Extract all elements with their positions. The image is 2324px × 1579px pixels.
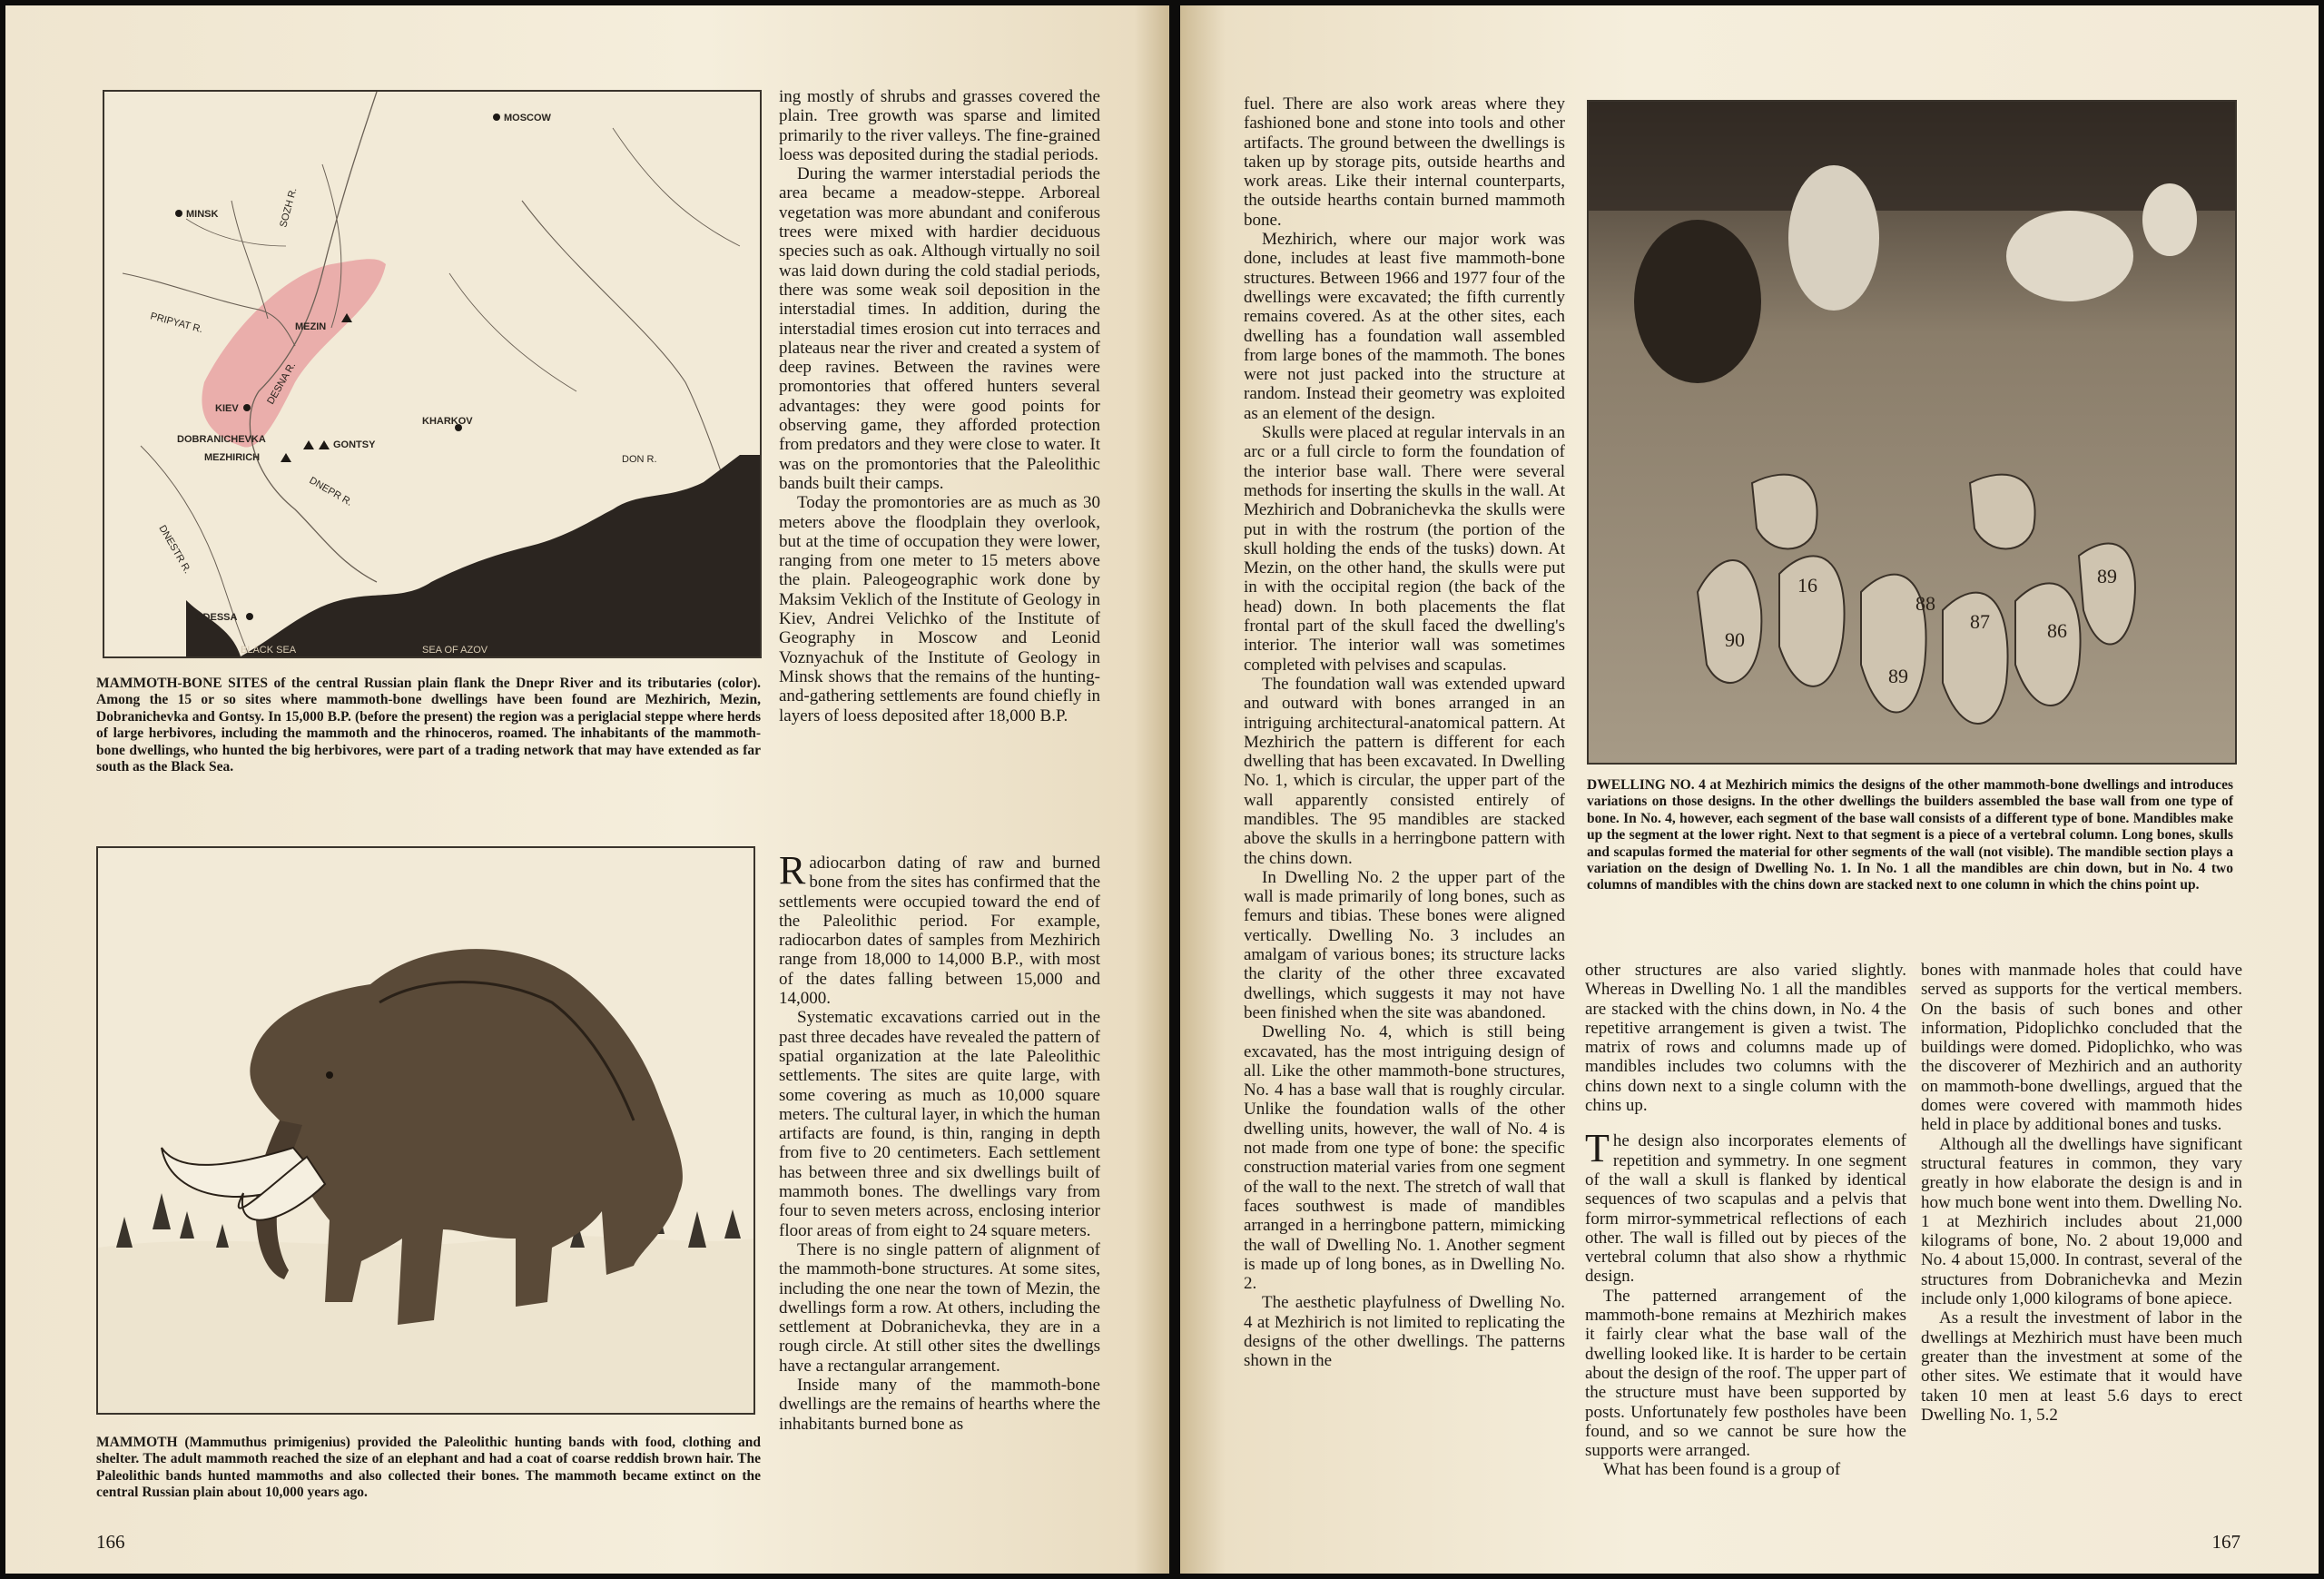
dwelling-no4-photo bbox=[1589, 102, 2235, 763]
photo-label: 88 bbox=[1915, 592, 1935, 615]
paragraph: There is no single pattern of alignment of the mammoth-bone structures. At some sites, including the one near the town of Mezin, the dwellings form a row. At others, including the settlement at Dobranichevka, they are in a rough circle. At still other sites the dwellings have a rectangular arrangement. bbox=[779, 1239, 1100, 1376]
map-label-kiev: KIEV bbox=[215, 403, 239, 414]
map-label-moscow: MOSCOW bbox=[504, 113, 551, 123]
left-text-column-lower bbox=[779, 848, 1101, 1434]
map-label-sea-of-azov: SEA OF AZOV bbox=[422, 645, 488, 656]
excavation-photo bbox=[1587, 100, 2237, 765]
map-figure bbox=[103, 90, 762, 658]
paragraph-text: he design also incorporates elements of repetition and symmetry. In one segment of the wall a skull is flanked by identical sequences of two scapulas and a pelvis that form mirror-symmetrical reflections of each other. The wall is filled out by pieces of the vertebral column that also show a rhythmic design. bbox=[1585, 1131, 1906, 1287]
map-label-mezin: MEZIN bbox=[295, 321, 327, 332]
mammoth-illustration bbox=[98, 848, 753, 1413]
paragraph: The aesthetic playfulness of Dwelling No. 4 at Mezhirich is not limited to replicating the designs of the other dwellings. The patterns shown in the bbox=[1244, 1293, 1565, 1371]
map-label-pripyat: PRIPYAT R. bbox=[149, 311, 204, 336]
map-label-sozh: SOZH R. bbox=[278, 186, 300, 229]
photo-label: 89 bbox=[2097, 565, 2117, 587]
right-text-column-c bbox=[1921, 961, 2242, 1425]
photo-caption: DWELLING NO. 4 at Mezhirich mimics the designs of the other mammoth-bone dwellings and introduces variations on those designs. In the other dwellings the builders assembled the base wall from one type of bone. In No. 4, however, each segment of the base wall consists of a different type of bone. Mandibles make up the segment at the lower right. Next to that segment is a piece of a vertebral column. Long bones, skulls and scapulas formed the material for other segments of the wall (not visible). The mandible section plays a variation on the design of Dwelling No. 1. In No. 1 all the mandibles are chin down, but in No. 4 two columns of mandibles with the chins down are stacked next to one column in which the chins point up. bbox=[1587, 777, 2233, 893]
paragraph: Although all the dwellings have significant structural features in common, they vary greatly in how elaborate the design is and in how much bone went into them. Dwelling No. 1 at Mezhirich includes about 21,000 kilograms of bone, No. 2 about 19,000 and No. 4 about 15,000. In contrast, several of the structures from Dobranichevka and Mezin include only 1,000 kilograms of bone apiece. bbox=[1921, 1134, 2242, 1309]
map-caption: MAMMOTH-BONE SITES of the central Russian plain flank the Dnepr River and its tributaries (color). Among the 15 or so sites where mammoth-bone dwellings have been found are Mezhirich, Mezin, Dobranichevka and Gontsy. In 15,000 B.P. (before the present) the region was a periglacial steppe where herds of large herbivores, including the mammoth and the rhinoceros, roamed. The inhabitants of the mammoth-bone dwellings, who hunted the big herbivores, were part of a trading network that may have extended as far south as the Black Sea. bbox=[96, 676, 761, 775]
paragraph: During the warmer interstadial periods the area became a meadow-steppe. Arboreal vegetation was more abundant and coniferous trees were mixed with hardier deciduous species such as oak. Although virtually no soil was laid down during the cold stadial periods, there was some weak soil deposition in the interstadial times. In addition, during the interstadial times erosion cut into terraces and plateaus near the river and created a system of deep ravines. Between the ravines were promontories that offered hunters several advantages: they were good points for observing game, they afforded protection from predators and they were close to water. It was on the promontories that the Paleolithic bands built their camps. bbox=[779, 164, 1101, 493]
map-label-odessa: ODESSA bbox=[195, 612, 238, 623]
map-label-dnepr: DNEPR R. bbox=[307, 475, 355, 508]
page-number-right: 167 bbox=[2211, 1531, 2240, 1553]
left-text-column-upper bbox=[779, 87, 1100, 725]
map-label-minsk: MINSK bbox=[186, 209, 219, 220]
map-label-dnestr: DNESTR R. bbox=[156, 523, 193, 576]
paragraph: As a result the investment of labor in the dwellings at Mezhirich must have been much greater than the investment at some of the other sites. We estimate that it would have taken 10 men at least 5.6 days to erect Dwelling No. 1, 5.2 bbox=[1921, 1308, 2242, 1425]
right-page bbox=[1180, 5, 2319, 1574]
paragraph: fuel. There are also work areas where they fashioned bone and stone into tools and other artifacts. The ground between the dwellings is taken up by storage pits, outside hearths and work areas. Like their internal counterparts, the outside hearths contain burned mammoth bone. bbox=[1244, 94, 1565, 230]
paragraph: ing mostly of shrubs and grasses covered the plain. Tree growth was sparse and limited primarily to the river valleys. The fine-grained loess was deposited during the stadial periods. bbox=[779, 87, 1100, 164]
mammoth-caption: MAMMOTH (Mammuthus primigenius) provided the Paleolithic hunting bands with food, clothing and shelter. The adult mammoth reached the size of an elephant and had a coat of coarse reddish brown hair. The Paleolithic bands hunted mammoths and also collected their bones. The mammoth became extinct on the central Russian plain about 10,000 years ago. bbox=[96, 1435, 761, 1501]
map-label-black-sea: BLACK SEA bbox=[241, 645, 297, 656]
photo-label: 87 bbox=[1970, 610, 1990, 633]
page-number-left: 166 bbox=[96, 1531, 125, 1553]
drop-cap: R bbox=[779, 848, 806, 893]
paragraph: In Dwelling No. 2 the upper part of the wall is made primarily of long bones, such as femurs and tibias. These bones were aligned vertically. Dwelling No. 3 includes an amalgam of various bones; its structure lacks the clarity of the other three excavated dwellings, which suggests it may not have been finished when the site was abandoned. bbox=[1244, 867, 1565, 1022]
left-page bbox=[5, 5, 1169, 1574]
paragraph: Skulls were placed at regular intervals in an arc or a full circle to form the foundation of the interior base wall. There were several methods for inserting the skulls in the wall. At Mezhirich and Dobranichevka the skulls were put in with the rostrum (the portion of the skull holding the ends of the tusks) down. At Mezin, on the other hand, the skulls were put in with the occipital region (the back of the head) down. In both placements the flat frontal part of the skull faced the dwelling's interior. The interior wall was sometimes completed with pelvises and scapulas. bbox=[1244, 423, 1565, 675]
paragraph: The patterned arrangement of the mammoth-bone remains at Mezhirich makes it fairly clear what the base wall of the dwelling looked like. It is harder to be certain about the design of the roof. The upper part of the structure must have been supported by posts. Unfortunately few postholes have been found, and so we cannot be sure how the supports were arranged. bbox=[1585, 1286, 1906, 1461]
paragraph: What has been found is a group of bbox=[1603, 1460, 1841, 1480]
paragraph: Mezhirich, where our major work was done, includes at least five mammoth-bone structures. Between 1966 and 1977 four of the dwellings were excavated; the fifth currently remains covered. As at the other sites, each dwelling has a foundation wall assembled from large bones of the mammoth. The bones were not just packed into the structure at random. Instead their geometry was exploited as an element of the design. bbox=[1244, 230, 1565, 423]
paragraph: Dwelling No. 4, which is still being excavated, has the most intriguing design of all. Like the other mammoth-bone structures, No. 4 has a base wall that is roughly circular. Unlike the foundation walls of the other dwelling units, however, the wall of No. 4 is not made from one type of bone: the specific construction material varies from one segment of the wall to the next. The stretch of wall that faces southwest is made of mandibles arranged in a herringbone pattern, mimicking the wall of Dwelling No. 1. Another segment is made up of long bones, as in Dwelling No. 2. bbox=[1244, 1022, 1565, 1294]
right-text-column-a bbox=[1244, 94, 1565, 1371]
paragraph-dropcap bbox=[779, 848, 1100, 1009]
paragraph: Inside many of the mammoth-bone dwellings are the remains of hearths where the inhabitants burned bone as bbox=[779, 1376, 1101, 1434]
mammoth-figure bbox=[96, 846, 755, 1415]
paragraph: Systematic excavations carried out in the past three decades have revealed the pattern of spatial organization at the late Paleolithic settlements. The sites are quite large, with some covering as much as 10,000 square meters. The cultural layer, in which the human artifacts are found, is thin, ranging in depth from five to 20 centimeters. Each settlement has between three and six dwellings built of mammoth bones. The dwellings vary from four to seven meters across, enclosing interior floor areas of from eight to 24 square meters. bbox=[779, 1008, 1100, 1240]
paragraph: other structures are also varied slightly. Whereas in Dwelling No. 1 all the mandibles are stacked with the chins down, in No. 4 the repetitive arrangement is given a twist. The matrix of rows and columns made up of mandibles includes two columns with the chins down next to a single column with the chins up. bbox=[1585, 961, 1906, 1116]
right-text-column-b bbox=[1585, 961, 1906, 1480]
map-label-gontsy: GONTSY bbox=[333, 439, 376, 450]
paragraph: The foundation wall was extended upward and outward with bones arranged in an intriguing architectural-anatomical pattern. At Mezhirich the pattern is different for each dwelling that has been excavated. In Dwelling No. 1, which is circular, the upper part of the wall apparently consisted entirely of mandibles. The 95 mandibles are stacked above the skulls in a herringbone pattern with the chins down. bbox=[1244, 674, 1565, 868]
dnepr-region-map bbox=[104, 92, 760, 656]
paragraph: bones with manmade holes that could have served as supports for the vertical members. On the basis of such bones and other information, Pidoplichko concluded that the buildings were domed. Pidoplichko, who was the discoverer of Mezhirich and an authority on mammoth-bone dwellings, argued that the domes were covered with mammoth hides held in place by additional bones and tusks. bbox=[1921, 961, 2242, 1135]
photo-label: 90 bbox=[1725, 628, 1745, 651]
photo-label: 16 bbox=[1797, 574, 1817, 597]
photo-label: 86 bbox=[2047, 619, 2067, 642]
map-label-desna: DESNA R. bbox=[265, 360, 299, 407]
paragraph-dropcap bbox=[1585, 1126, 1906, 1287]
map-label-dobranichevka: DOBRANICHEVKA bbox=[177, 434, 266, 445]
paragraph: Today the promontories are as much as 30 meters above the floodplain they overlook, but at the time of occupation they were lower, ranging from one meter to 15 meters above the plain. Paleogeographic work done by Maksim Veklich of the Institute of Geology in Kiev, Andrei Velichko of the Institute of Geography in Moscow and Leonid Voznyachuk of the Institute of Geology in Minsk shows that the remains of the hunting-and-gathering settlements are found chiefly in layers of loess deposited after 18,000 B.P. bbox=[779, 493, 1100, 725]
map-label-don: DON R. bbox=[622, 454, 657, 465]
map-label-mezhirich: MEZHIRICH bbox=[204, 452, 261, 463]
paragraph-text: adiocarbon dating of raw and burned bone from the sites has confirmed that the settlements were occupied toward the end of the Paleolithic period. For example, radiocarbon dates of samples from Mezhirich range from 18,000 to 14,000 B.P., with most of the dates falling between 15,000 and 14,000. bbox=[779, 854, 1100, 1009]
map-label-kharkov: KHARKOV bbox=[422, 416, 473, 427]
drop-cap: T bbox=[1585, 1126, 1610, 1171]
photo-label: 89 bbox=[1888, 665, 1908, 687]
